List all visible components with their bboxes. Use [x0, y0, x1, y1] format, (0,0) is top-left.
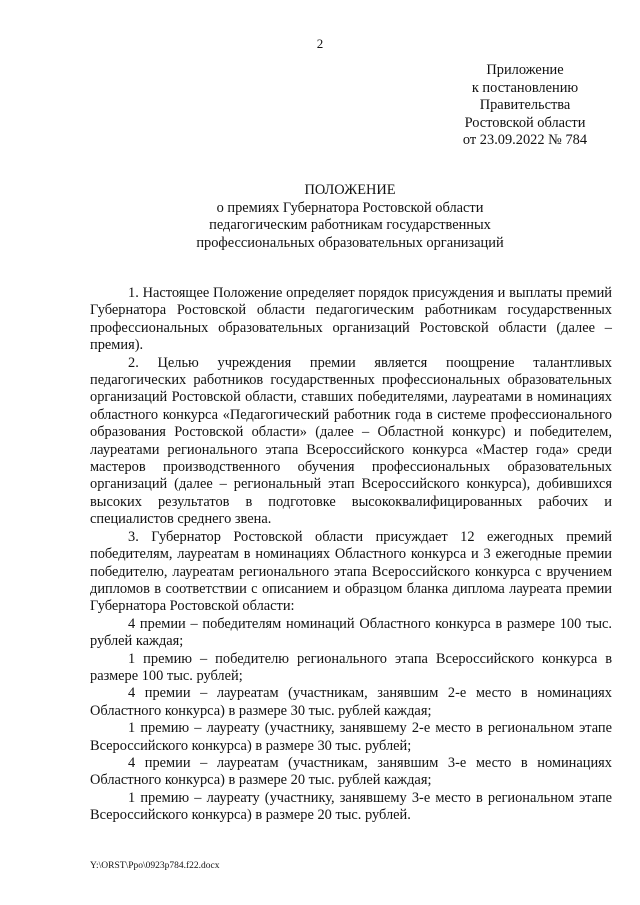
- paragraph-1: 1. Настоящее Положение определяет порядок присуждения и выплаты премий Губернатора Ростовской области педагогическим работникам государственных профессиональных образовательных организаций Ростовской области (далее – премия).: [90, 285, 612, 354]
- attachment-line: Правительства: [479, 97, 571, 113]
- paragraph-2: 2. Целью учреждения премии является поощрение талантливых педагогических работников государственных профессиональных образовательных организаций Ростовской области, ставших победителями, лауреатами в номинациях областного конкурса «Педагогический работник года в системе профессионального образования Ростовской области» (далее – Областной конкурс) и победителем, лауреатами регионального этапа Всероссийского конкурса «Мастер года» среди мастеров производственного обучения профессиональных образовательных организаций (далее – региональный этап Всероссийского конкурса), добившихся высоких результатов в подготовке высококвалифицированных рабочих и специалистов среднего звена.: [90, 354, 612, 528]
- attachment-line: от 23.09.2022 № 784: [462, 132, 588, 148]
- title-subtitle-line: педагогическим работникам государственных: [209, 217, 491, 233]
- list-item: 1 премию – лауреату (участнику, занявшему 2-е место в региональном этапе Всероссийского конкурса) в размере 30 тыс. рублей;: [90, 720, 612, 754]
- title-subtitle-line: профессиональных образовательных организаций: [196, 234, 504, 251]
- attachment-line: Ростовской области: [464, 114, 586, 131]
- list-item: 4 премии – лауреатам (участникам, занявшим 3-е место в номинациях Областного конкурса) в размере 20 тыс. рублей каждая;: [90, 754, 612, 789]
- title-heading: ПОЛОЖЕНИЕ: [304, 182, 396, 198]
- title-subtitle-line: о премиях Губернатора Ростовской области: [216, 199, 484, 216]
- paragraph-3: 3. Губернатор Ростовской области присуждает 12 ежегодных премий победителям, лауреатам в номинациях Областного конкурса и 3 ежегодные премии победителю, лауреатам регионального этапа Всероссийского конкурса с вручением дипломов в соответствии с описанием и образцом бланка диплома лауреата премии Губернатора Ростовской области:: [90, 528, 612, 615]
- document-title: [60, 182, 640, 252]
- list-item: 1 премию – лауреату (участнику, занявшему 3-е место в региональном этапе Всероссийского конкурса) в размере 20 тыс. рублей.: [90, 789, 612, 824]
- footer-file-path: Y:\ORST\Ppo\0923p784.f22.docx: [90, 861, 220, 871]
- list-item: 4 премии – победителям номинаций Областного конкурса в размере 100 тыс. рублей каждая;: [90, 615, 612, 650]
- page-number: 2: [316, 36, 324, 51]
- list-item: 1 премию – победителю регионального этапа Всероссийского конкурса в размере 100 тыс. рублей;: [90, 650, 612, 684]
- document-body: [90, 285, 612, 825]
- attachment-line: Приложение: [486, 62, 564, 78]
- attachment-block: [410, 62, 640, 150]
- attachment-line: к постановлению: [471, 79, 579, 96]
- list-item: 4 премии – лауреатам (участникам, занявшим 2-е место в номинациях Областного конкурса) в размере 30 тыс. рублей каждая;: [90, 685, 612, 719]
